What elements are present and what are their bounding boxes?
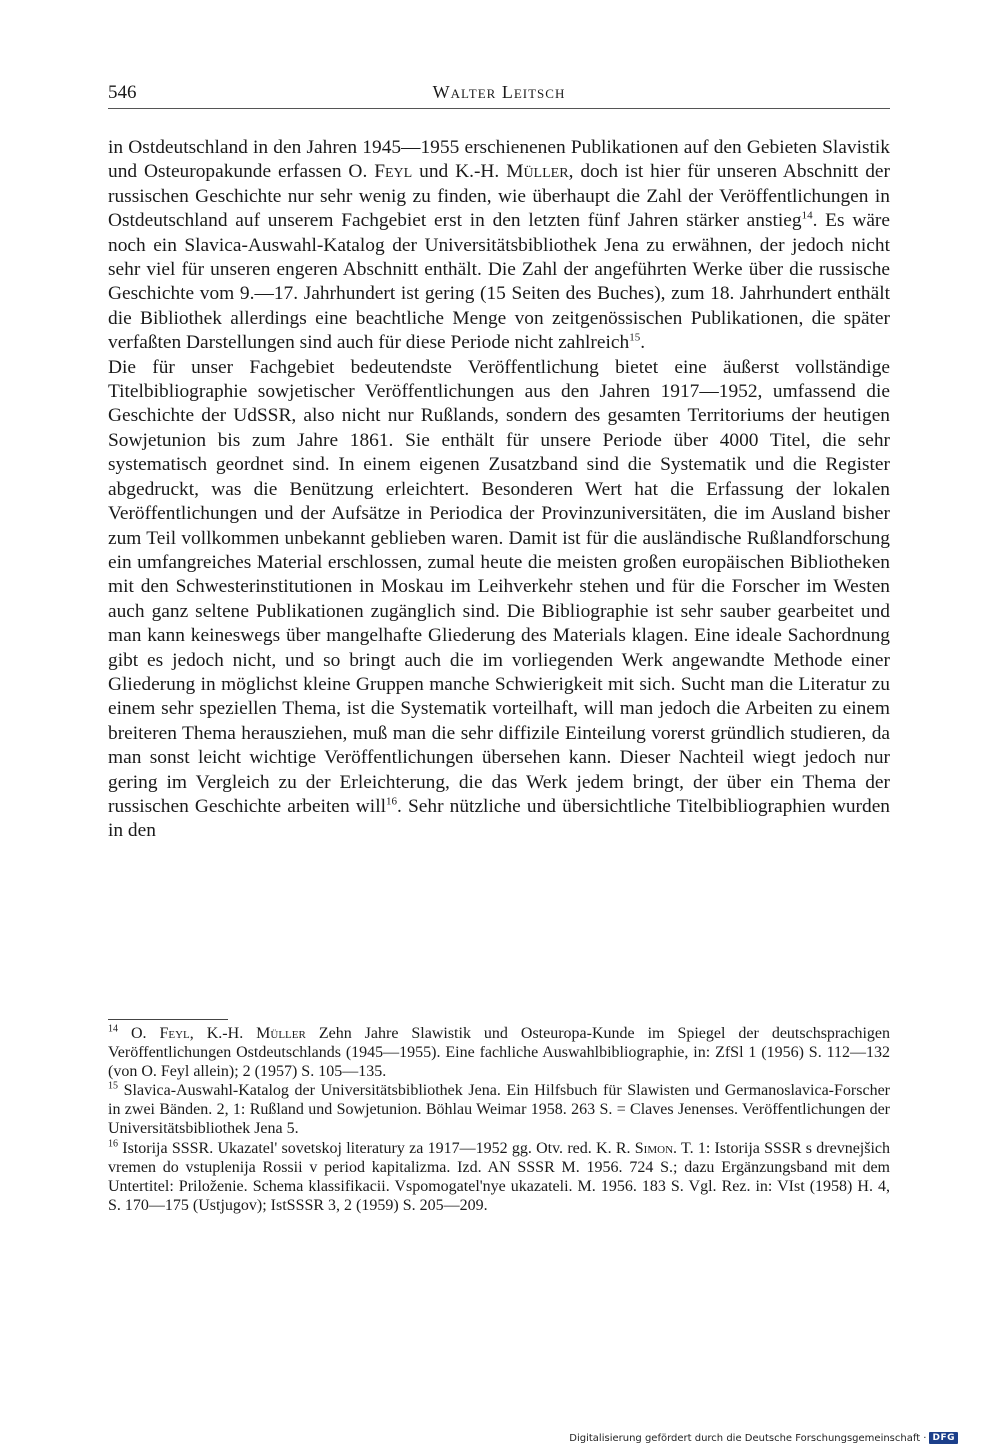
footnote-number: 16 (108, 1138, 118, 1150)
author-name: Feyl (159, 1025, 190, 1042)
dfg-logo-icon: DFG (929, 1432, 958, 1444)
page-number: 546 (108, 82, 137, 103)
footnote-16: $^{16}$ Istorija SSSR. Ukazatel' sovetskoj literatury za 1917—1952 gg. Otv. red. K. R. Simon. T. 1: Istorija SSSR s drevnejšich vremen do vstuplenija Rossii v period kapitalizma. Izd. AN SSSR M. 1956. 724 S.; dazu Ergänzungsband mit dem Untertitel: Priloženie. Schema klassifikacii. Vspomogatel'nye ukazateli. M. 1956. 183 S. Vgl. Rez. in: VIst (1958) H. 4, S. 170—175 (Ustjugov); IstSSSR 3, 2 (1959) S. 205—209. (108, 1138, 891, 1214)
footnote-ref-16: 16 (385, 795, 397, 808)
digitization-note (569, 1431, 958, 1445)
footnote-14: $^{14}$ O. Feyl, K.-H. Müller Zehn Jahre Slawistik und Osteuropa-Kunde im Spiegel der deutschsprachigen Veröffentlichungen Ostdeutschlands (1945—1955). Eine fachliche Auswahlbibliographie, in: ZfSl 1 (1956) S. 112—132 (von O. Feyl allein); 2 (1957) S. 105—135. (108, 1023, 891, 1081)
page-header (108, 82, 890, 109)
running-head: Walter Leitsch (432, 82, 566, 102)
author-name: Müller (256, 1025, 306, 1042)
footnote-ref-14: 14 (801, 209, 813, 222)
footnote-number: 14 (108, 1023, 118, 1035)
footnote-number: 15 (108, 1080, 118, 1092)
paragraph-1: in Ostdeutschland in den Jahren 1945—1955 erschienenen Publikationen auf den Gebieten Slavistik und Osteuropakunde erfassen O. Feyl und K.-H. Müller, doch ist hier für unseren Abschnitt der russischen Geschichte nur sehr wenig zu finden, wie überhaupt die Zahl der Veröffentlichungen in Ostdeutschland auf unserem Fachgebiet erst in den letzten fünf Jahren stärker anstieg$^{14}$. Es wäre noch ein Slavica-Auswahl-Katalog der Universitätsbibliothek Jena zu erwähnen, der jedoch nicht sehr viel für unseren engeren Abschnitt enthält. Die Zahl der angeführten Werke über die russische Geschichte vom 9.—17. Jahrhundert ist gering (15 Seiten des Buches), zum 18. Jahrhundert enthält die Bibliothek allerdings eine beachtliche Menge von zeitgenössischen Publikationen, die später verfaßten Darstellungen sind auch für diese Periode nicht zahlreich$^{15}$. (108, 137, 890, 354)
footnotes (108, 1024, 890, 1215)
paragraph-2: Die für unser Fachgebiet bedeutendste Veröffentlichung bietet eine äußerst vollständige Titelbibliographie sowjetischer Veröffentlichungen aus den Jahren 1917—1952, umfassend die Geschichte der UdSSR, also nicht nur Rußlands, sondern des gesamten Territoriums der heutigen Sowjetunion bis zum Jahre 1861. Sie enthält für unsere Periode über 4000 Titel, die sehr systematisch geordnet sind. In einem eigenen Zusatzband sind die Systematik und die Register abgedruckt, was die Benützung erleichtert. Besonderen Wert hat die Erfassung der lokalen Veröffentlichungen und der Aufsätze in Periodica der Provinzuniversitäten, die im Ausland bisher zum Teil vollkommen unbekannt geblieben waren. Damit ist für die ausländische Rußlandforschung ein umfangreiches Material erschlossen, zumal heute die meisten großen europäischen Bibliotheken mit den Schwesterinstitutionen in Moskau im Leihverkehr stehen und für die Forscher im Westen auch ganz seltene Publikationen zugänglich sind. Die Bibliographie ist sehr sauber gearbeitet und man kann keineswegs über mangelhafte Gliederung des Materials klagen. Eine ideale Sachordnung gibt es jedoch nicht, und so bringt auch die im vorliegenden Werk angewandte Methode einer Gliederung in möglichst kleine Gruppen manche Schwierigkeit mit sich. Sucht man die Literatur zu einem sehr speziellen Thema, ist die Systematik vorteilhaft, will man jedoch die Arbeiten zu einem breiteren Thema herausziehen, muß man die sehr diffizile Einteilung vorerst gründlich studieren, da man sonst leicht wichtige Veröffentlichungen übersehen kann. Dieser Nachteil wiegt jedoch nur gering im Vergleich zu der Erleichterung, die das Werk jedem bringt, der über ein Thema der russischen Geschichte arbeiten will$^{16}$. Sehr nützliche und übersichtliche Titelbibliographien wurden in den (108, 356, 890, 842)
footnote-15: $^{15}$ Slavica-Auswahl-Katalog der Universitätsbibliothek Jena. Ein Hilfsbuch für Slawisten und Germanoslavica-Forscher in zwei Bänden. 2, 1: Rußland und Sowjetunion. Böhlau Weimar 1958. 263 S. = Claves Jenenses. Veröffentlichungen der Universitätsbibliothek Jena 5. (108, 1080, 890, 1138)
body-text (108, 136, 890, 844)
digitization-text: Digitalisierung gefördert durch die Deutsche Forschungsgemeinschaft · (569, 1432, 927, 1444)
author-name: Simon (634, 1139, 674, 1157)
author-name: Feyl (374, 161, 413, 183)
footnote-ref-15: 15 (629, 331, 641, 344)
author-name: Müller (506, 161, 569, 183)
footnote-divider (108, 1019, 228, 1020)
